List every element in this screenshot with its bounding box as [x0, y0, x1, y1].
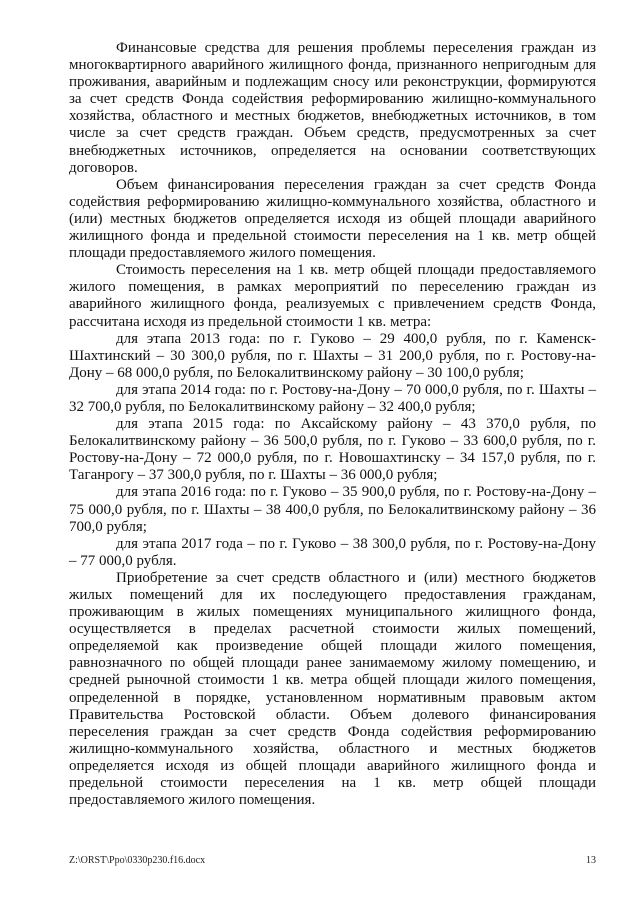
- paragraph-stage-2014: для этапа 2014 года: по г. Ростову-на-Дону – 70 000,0 рубля, по г. Шахты – 32 700,0 рубля, по Белокалитвинскому району – 32 400,0 рубля;: [69, 381, 596, 415]
- paragraph-stage-2015: для этапа 2015 года: по Аксайскому району – 43 370,0 рубля, по Белокалитвинскому району – 36 500,0 рубля, по г. Гуково – 33 600,0 рубля, по г. Ростову-на-Дону – 72 000,0 рубля, по г. Новошахтинску – 34 157,0 рубля, по г. Таганрогу – 37 300,0 рубля, по г. Шахты – 36 000,0 рубля;: [69, 416, 596, 484]
- paragraph-stage-2016: для этапа 2016 года: по г. Гуково – 35 900,0 рубля, по г. Ростову-на-Дону – 75 000,0 рубля, по г. Шахты – 38 400,0 рубля, по Белокалитвинскому району – 36 700,0 рубля;: [69, 484, 596, 535]
- paragraph-stage-2013: для этапа 2013 года: по г. Гуково – 29 400,0 рубля, по г. Каменск-Шахтинский – 30 300,0 рубля, по г. Шахты – 31 200,0 рубля, по г. Ростову-на-Дону – 68 000,0 рубля, по Белокалитвинскому району – 30 100,0 рубля;: [69, 330, 596, 381]
- page-number: 13: [586, 855, 596, 866]
- document-body: [69, 40, 596, 809]
- footer-file-path: Z:\ORST\Ppo\0330p230.f16.docx: [69, 855, 206, 866]
- paragraph-cost-per-sqm: Стоимость переселения на 1 кв. метр общей площади предоставляемого жилого помещения, в рамках мероприятий по переселению граждан из аварийного жилищного фонда, реализуемых с привлечением средств Фонда, рассчитана исходя из предельной стоимости 1 кв. метра:: [69, 262, 596, 330]
- paragraph-housing-acquisition: Приобретение за счет средств областного и (или) местного бюджетов жилых помещений для их последующего предоставления гражданам, проживающим в жилых помещениях муниципального жилищного фонда, осуществляется в пределах расчетной стоимости жилых помещений, определяемой как произведение общей площади жилого помещения, равнозначного по общей площади ранее занимаемому жилому помещению, и средней рыночной стоимости 1 кв. метра общей площади жилого помещения, определенной в порядке, установленном нормативным правовым актом Правительства Ростовской области. Объем долевого финансирования переселения граждан за счет средств Фонда содействия реформированию жилищно-коммунального хозяйства, областного и местных бюджетов определяется исходя из общей площади аварийного жилищного фонда и предельной стоимости переселения на 1 кв. метр общей площади предоставляемого жилого помещения.: [69, 569, 596, 809]
- paragraph-stage-2017: для этапа 2017 года – по г. Гуково – 38 300,0 рубля, по г. Ростову-на-Дону – 77 000,0 рубля.: [69, 535, 596, 569]
- paragraph-funding-sources: Финансовые средства для решения проблемы переселения граждан из многоквартирного аварийного жилищного фонда, признанного непригодным для проживания, аварийным и подлежащим сносу или реконструкции, формируются за счет средств Фонда содействия реформированию жилищно-коммунального хозяйства, областного и местных бюджетов, внебюджетных источников, в том числе за счет средств граждан. Объем средств, предусмотренных за счет внебюджетных источников, определяется на основании соответствующих договоров.: [69, 40, 596, 176]
- paragraph-funding-volume: Объем финансирования переселения граждан за счет средств Фонда содействия реформированию жилищно-коммунального хозяйства, областного и (или) местных бюджетов определяется исходя из общей площади аварийного жилищного фонда и предельной стоимости переселения на 1 кв. метр общей площади предоставляемого жилого помещения.: [69, 176, 596, 262]
- page-footer: [69, 855, 596, 869]
